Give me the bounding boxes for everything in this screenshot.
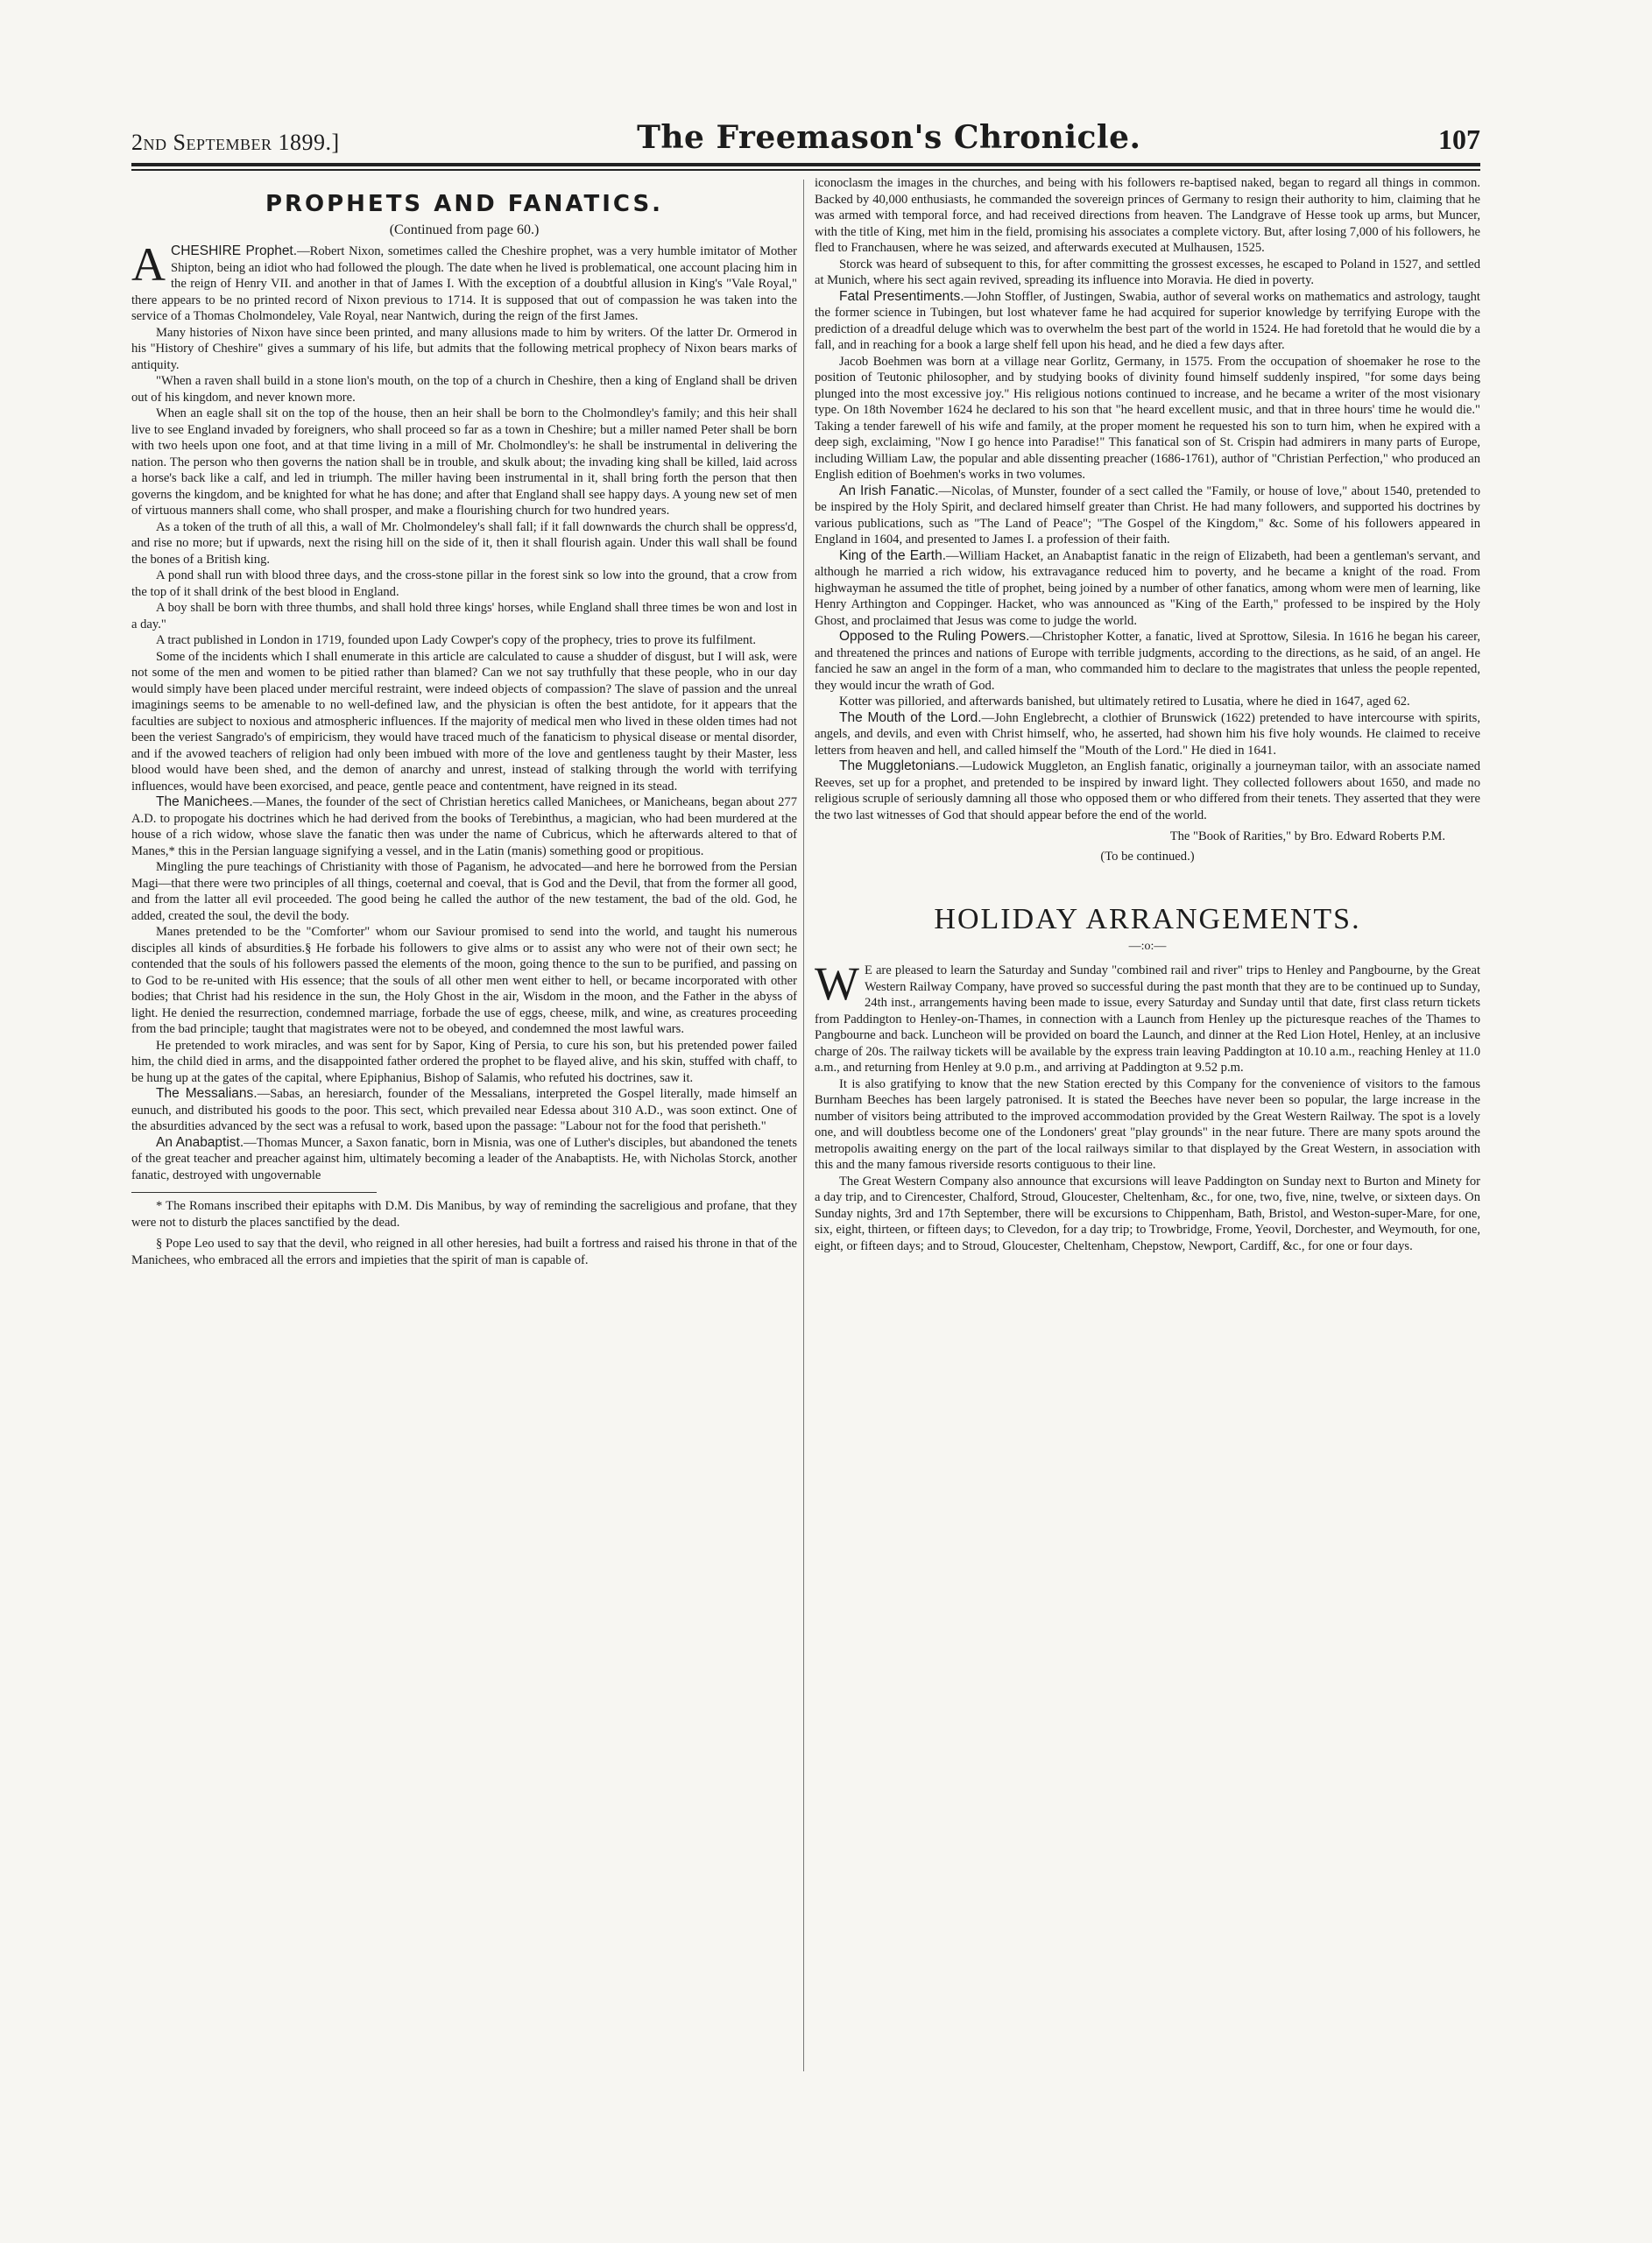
masthead-rule-thin [131, 169, 1480, 171]
paragraph-manichees [131, 794, 797, 859]
paragraph: Storck was heard of subsequent to this, for after committing the grossest excesses, he escaped to Poland in 1527, and settled at Munich, where his sect again revived, spreading its influence into Moravia. He died in poverty. [815, 257, 1480, 287]
paragraph-holiday-intro [815, 957, 1480, 1076]
footnote-romans: * The Romans inscribed their epitaphs with D.M. Dis Manibus, by way of reminding the sacreligious and profane, that they were not to disturb the places sanctified by the dead. [131, 1199, 797, 1230]
paragraph-text: —Manes, the founder of the sect of Christian heretics called Manichees, or Manicheans, began about 277 A.D. to propogate his doctrines which he had derived from the books of Terebinthus, a magician, who had been murdered at the house of a rich widow, whose slave the fanatic then was under the name of Cubricus, which he afterwards altered to that of Manes,* this in the Persian language signifying a vessel, and in the Latin (manis) something good or propitious. [131, 795, 797, 858]
paragraph-text: E are pleased to learn the Saturday and Sunday "combined rail and river" trips to Henley and Pangbourne, by the Great Western Railway Company, have proved so successful during the past month that they are to be continued up to Sunday, 24th inst., arrangements having been made to issue, every Saturday and Sunday until that date, first class return tickets from Paddington to Henley-on-Thames, in connection with a Launch from Henley up the picturesque reaches of the Thames to Pangbourne and back. Luncheon will be provided on board the Launch, and dinner at the Red Lion Hotel, Henley, at an inclusive charge of 20s. The railway tickets will be available by the express train leaving Paddington at 10.10 a.m., reaching Henley at 11.0 a.m., and returning from Henley at 9.0 p.m., and arriving at Paddington at 9.52 p.m. [815, 963, 1480, 1075]
left-column [131, 175, 797, 1268]
paragraph-text: —John Stoffler, of Justingen, Swabia, author of several works on mathematics and astrology, taught the former science in Tubingen, but lost whatever fame he had acquired for superior knowledge by terrifying Europe with the prediction of a dreadful deluge which was to overwhelm the best part of the world in 1524. He had foretold that he would die by a fall, and in reaching for a book a large shelf fell upon his head, and he died a few days after. [815, 289, 1480, 352]
side-heading: The Manichees. [156, 794, 253, 809]
prophecy-verse: When an eagle shall sit on the top of the house, then an heir shall be born to the Cholmondley's family; and this heir shall live to see England invaded by foreigners, who shall proceed so far as a town in Cheshire; but a miller named Peter shall be born with two heels upon one foot, and at that time living in a mill of Mr. Cholmondley's: he shall be instrumental in delivering the nation. The person who then governs the nation shall be in trouble, and skulk about; the invading king shall be killed, laid across a horse's back like a calf, and led in triumph. The miller having been instrumental in it, shall bring forth the person that then governs the kingdom, and be knighted for what he has done; and after that England shall see happy days. A young new set of men of virtuous manners shall come, who shall prosper, and make a flourishing church for two hundred years. [131, 406, 797, 518]
paragraph-text: —Nicolas, of Munster, founder of a sect called the "Family, or house of love," about 1540, pretended to be inspired by the Holy Spirit, and declared himself greater than Christ. He had many followers, and supported his doctrines by various publications, such as "The Land of Peace"; "The Gospel of the Kingdom," &c. Some of his followers appeared in England in 1604, and presented to James I. a profession of their faith. [815, 483, 1481, 547]
paragraph-mouth-of-lord [815, 710, 1480, 759]
side-heading: The Messalians. [156, 1086, 258, 1101]
prophecy-verse: As a token of the truth of all this, a wall of Mr. Cholmondeley's shall fall; if it fall downwards the church shall be oppress'd, and rise no more; but if upwards, next the rising hill on the side of it, then it shall flourish again. Under this wall shall be found the bones of a British king. [131, 519, 797, 567]
paragraph-fatal-presentiments [815, 289, 1480, 354]
article-title-holiday: HOLIDAY ARRANGEMENTS. [934, 903, 1361, 935]
column-divider [803, 180, 804, 2071]
paragraph-text: —Thomas Muncer, a Saxon fanatic, born in Misnia, was one of Luther's disciples, but abandoned the tenets of the great teacher and preacher against him, ultimately becoming a leader of the Anabaptists. He, with Nicholas Storck, another fanatic, destroyed with ungovernable [131, 1135, 797, 1182]
side-heading: Opposed to the Ruling Powers. [839, 629, 1030, 644]
article-title-prophets: PROPHETS AND FANATICS. [265, 191, 664, 217]
right-column [815, 175, 1480, 1254]
paragraph-text: —William Hacket, an Anabaptist fanatic in the reign of Elizabeth, had been a gentleman's servant, and although he married a rich widow, his extravagance reduced him to poverty, and he became a knight of the road. From highwayman he assumed the title of prophet, being joined by a number of other fanatics, among whom were men of learning, like Henry Arthington and Coppinger. Hacket, who was announced as "King of the Earth," professed to be inspired by the Holy Ghost, and proclaimed that Jesus was come to judge the world. [815, 548, 1480, 628]
paragraph: A tract published in London in 1719, founded upon Lady Cowper's copy of the prophecy, tries to prove its fulfilment. [156, 633, 757, 647]
paragraph: He pretended to work miracles, and was sent for by Sapor, King of Persia, to cure his son, but his pretended power failed him, the child died in arms, and the disappointed father ordered the prophet to be flayed alive, and his skin, stuffed with chaff, to be hung up at the gates of the capital, where Epiphanius, Bishop of Salamis, who refuted his doctrines, saw it. [131, 1038, 797, 1085]
paragraph-ruling-powers [815, 629, 1480, 694]
author-credit: The "Book of Rarities," by Bro. Edward Roberts P.M. [1169, 829, 1445, 843]
side-heading: An Anabaptist. [156, 1134, 244, 1150]
prophecy-verse: A boy shall be born with three thumbs, and shall hold three kings' horses, while England shall three times be won and lost in a day." [131, 601, 797, 631]
side-heading: King of the Earth. [839, 547, 947, 563]
drop-cap: A [131, 238, 166, 291]
side-heading: An Irish Fanatic. [839, 483, 939, 498]
paragraph-text: —Robert Nixon, sometimes called the Cheshire prophet, was a very humble imitator of Mother Shipton, being an idiot who had followed the plough. The date when he lived is problematical, one account placing him in the reign of Henry VII. and another in that of James I. With the exception of a doubtful allusion in King's "Vale Royal," there appears to be no printed record of Nixon previous to 1714. It is supposed that out of compassion he was taken into the service of a Thomas Cholmondeley, Vale Royal, near Nantwich, during the reign of the first James. [131, 244, 798, 323]
paragraph: It is also gratifying to know that the new Station erected by this Company for the convenience of visitors to the famous Burnham Beeches has been largely patronised. It is stated the Beeches have never been so popular, the large increase in the number of visitors being attributed to the improved accommodation provided by the Great Western Railway. The spot is a lovely one, and will doubtless become one of the Londoners' great "play grounds" in the near future. There are many spots around the metropolis awaiting energy on the part of the local railways similar to that displayed by the Great Western, in association with this and the many famous riverside resorts contiguous to their line. [815, 1076, 1480, 1172]
side-heading: The Mouth of the Lord. [839, 709, 982, 725]
title-ornament: —:o:— [1128, 940, 1167, 953]
paragraph-continuation: iconoclasm the images in the churches, and being with his followers re-baptised naked, began to regard all things in common. Backed by 40,000 enthusiasts, he commanded the sovereign princes of Germany to resign their authority to him, claiming that he was armed with temporal force, and had received directions from heaven. The Landgrave of Hesse took up arms, but Muncer, with the title of King, met him in the field, promising his associates a complete victory. But, after losing 7,000 of his followers, he fled to Franchausen, where he was seized, and afterwards executed at Mulhausen, 1525. [815, 176, 1480, 255]
paragraph: Many histories of Nixon have since been printed, and many allusions made to him by writers. Of the latter Dr. Ormerod in his "History of Cheshire" gives a summary of his life, but admits that the following metrical prophecy of Nixon bears marks of antiquity. [131, 325, 797, 372]
prophecy-verse: A pond shall run with blood three days, and the cross-stone pillar in the forest sink so low into the ground, that a crow from the top of it shall drink of the best blood in England. [131, 568, 797, 599]
footnote-rule [131, 1192, 377, 1193]
paragraph-irish-fanatic [815, 483, 1480, 548]
paragraph-messalians [131, 1086, 797, 1135]
paragraph-anabaptist [131, 1135, 797, 1184]
paragraph: Mingling the pure teachings of Christianity with those of Paganism, he advocated—and here he borrowed from the Persian Magi—that there were two principles of all things, coeternal and coeval, that is God and the Devil, that from the former all good, and from the latter all evil proceeded. The good being he called the author of the new testament, the bad of the old. God, he added, created the soul, the devil the body. [131, 860, 797, 923]
issue-date: 2nd September 1899.] [131, 130, 340, 155]
paragraph: Kotter was pilloried, and afterwards banished, but ultimately retired to Lusatia, where he died in 1647, aged 62. [839, 695, 1410, 709]
paragraph: Jacob Boehmen was born at a village near Gorlitz, Germany, in 1575. From the occupation of shoemaker he rose to the position of Teutonic philosopher, and by studying books of divinity found himself suddenly inspired, "for some days being plunged into the most excessive joy." His religious notions continued to increase, and he became a writer of the most visionary type. On 18th November 1624 he declared to his son that "he heard excellent music, and that in three hours' time he would die." Taking a tender farewell of his wife and family, at the proper moment he requested his son to turn him, when he expired with a deep sigh, exclaiming, "Now I go hence into Paradise!" This fanatical son of St. Crispin had admirers in many parts of Europe, including William Law, the popular and able dissenting preacher (1686-1761), author of "Christian Perfection," who produced an English edition of Boehmen's works in two volumes. [815, 354, 1480, 482]
paragraph-text: —Christopher Kotter, a fanatic, lived at Sprottow, Silesia. In 1616 he began his career, and threatened the princes and nations of Europe with terrible judgments, according to the directions, as he said, of an angel. He fancied he saw an angel in the form of a man, who commanded him to declare to the magistrates that unless the people repented, they would incur the wrath of God. [815, 630, 1480, 693]
paragraph-text: —Ludowick Muggleton, an English fanatic, originally a journeyman tailor, with an associate named Reeves, set up for a prophet, and pretended to be inspired by inward light. They collected followers about 1650, and made no religious scruple of seriously damning all those who opposed them or who differed from their tenets. They asserted that they were the two last witnesses of God that should appear before the end of the world. [815, 759, 1481, 822]
page-number: 107 [1437, 123, 1480, 155]
paragraph: Manes pretended to be the "Comforter" whom our Saviour promised to send into the world, and taught his numerous disciples all kinds of absurdities.§ He forbade his followers to give alms or to assist any who were not of their own sect; he contended that the souls of his followers passed the elements of the moon, going thence to the sun to be purified, and passing on to God to be re-united with His essence; that the souls of all other men went either to hell, or became incorporated with other bodies; that Christ had his residence in the sun, the Holy Ghost in the air, Wisdom in the moon, and the Father in the abyss of light. He denied the resurrection, condemned marriage, forbade the use of eggs, cheese, milk, and wine, as creatures proceeding from the bad principle; taught that magistrates were not to be obeyed, and condemned the most lawful wars. [131, 925, 797, 1036]
publication-title: The Freemason's Chronicle. [637, 119, 1141, 156]
continued-note: (Continued from page 60.) [389, 222, 540, 237]
paragraph-text: —John Englebrecht, a clothier of Brunswick (1622) pretended to have intercourse with spirits, angels, and devils, and even with Christ himself, who, he asserted, had shown him his five holy wounds. He claimed to receive letters from heaven and hell, and called himself the "Mouth of the Lord." He died in 1641. [815, 710, 1480, 758]
masthead [131, 121, 1480, 156]
paragraph: The Great Western Company also announce that excursions will leave Paddington on Sunday next to Burton and Minety for a day trip, and to Cirencester, Chalford, Stroud, Gloucester, Cheltenham, &c., for one, two, five, nine, twelve, or sixteen days. On Sunday nights, 3rd and 17th September, there will be excursions to Chippenham, Bath, Bristol, and Weston-super-Mare, for one, six, eight, thirteen, or fifteen days; to Clevedon, for a day trip; to Trowbridge, Frome, Yeovil, Dorchester, and Weymouth, for one, eight, or fifteen days; and to Stroud, Gloucester, Cheltenham, Chepstow, Newport, Cardiff, &c., for one or four days. [815, 1174, 1480, 1253]
side-heading: The Muggletonians. [839, 758, 959, 773]
footnote-pope-leo: § Pope Leo used to say that the devil, who reigned in all other heresies, had built a fortress and raised his throne in that of the Manichees, who embraced all the errors and impieties that the spirit of man is capable of. [131, 1237, 797, 1267]
drop-cap: W [815, 957, 859, 1010]
paragraph-king-of-earth [815, 548, 1480, 630]
side-heading: Fatal Presentiments. [839, 288, 964, 304]
to-be-continued: (To be continued.) [1100, 849, 1195, 864]
paragraph-cheshire-prophet [131, 238, 798, 325]
paragraph: Some of the incidents which I shall enumerate in this article are calculated to cause a shudder of disgust, but I will ask, were not some of the men and women to be pitied rather than blamed? Can we not say truthfully that these people, who in our day would simply have been placed under merciful restraint, were indeed objects of compassion? The slave of passion and the unreal imaginings seems to be amenable to no well-defined law, and the physician is often the best antidote, for it appears that the faculties are subject to noxious and atmospheric influences. If the majority of medical men who lived in these olden times had not been the veriest Sangrado's of empiricism, they would have traced much of the fanaticism to physical disease or mental disorder, and if the avowed teachers of religion had only been imbued with more of the love and gentleness taught by their Master, less blood would have been shed, and the demon of anarchy and unrest, instead of stalking through the world with terrifying influences, would have been exorcised, and peace, gentle peace and contentment, have reigned in its stead. [131, 649, 797, 794]
prophecy-verse: "When a raven shall build in a stone lion's mouth, on the top of a church in Cheshire, then a king of England shall be driven out of his kingdom, and never known more. [131, 374, 797, 405]
paragraph-muggletonians [815, 758, 1480, 823]
masthead-rule-thick [131, 163, 1480, 166]
side-heading: CHESHIRE Prophet. [171, 243, 298, 258]
paragraph-text: —Sabas, an heresiarch, founder of the Messalians, interpreted the Gospel literally, made himself an eunuch, and distributed his goods to the poor. This sect, which prevailed near Edessa about 310 A.D., was soon extinct. One of the absurdities advanced by the sect was a refusal to work, based upon the passage: "Labour not for the food that perisheth." [131, 1087, 797, 1133]
